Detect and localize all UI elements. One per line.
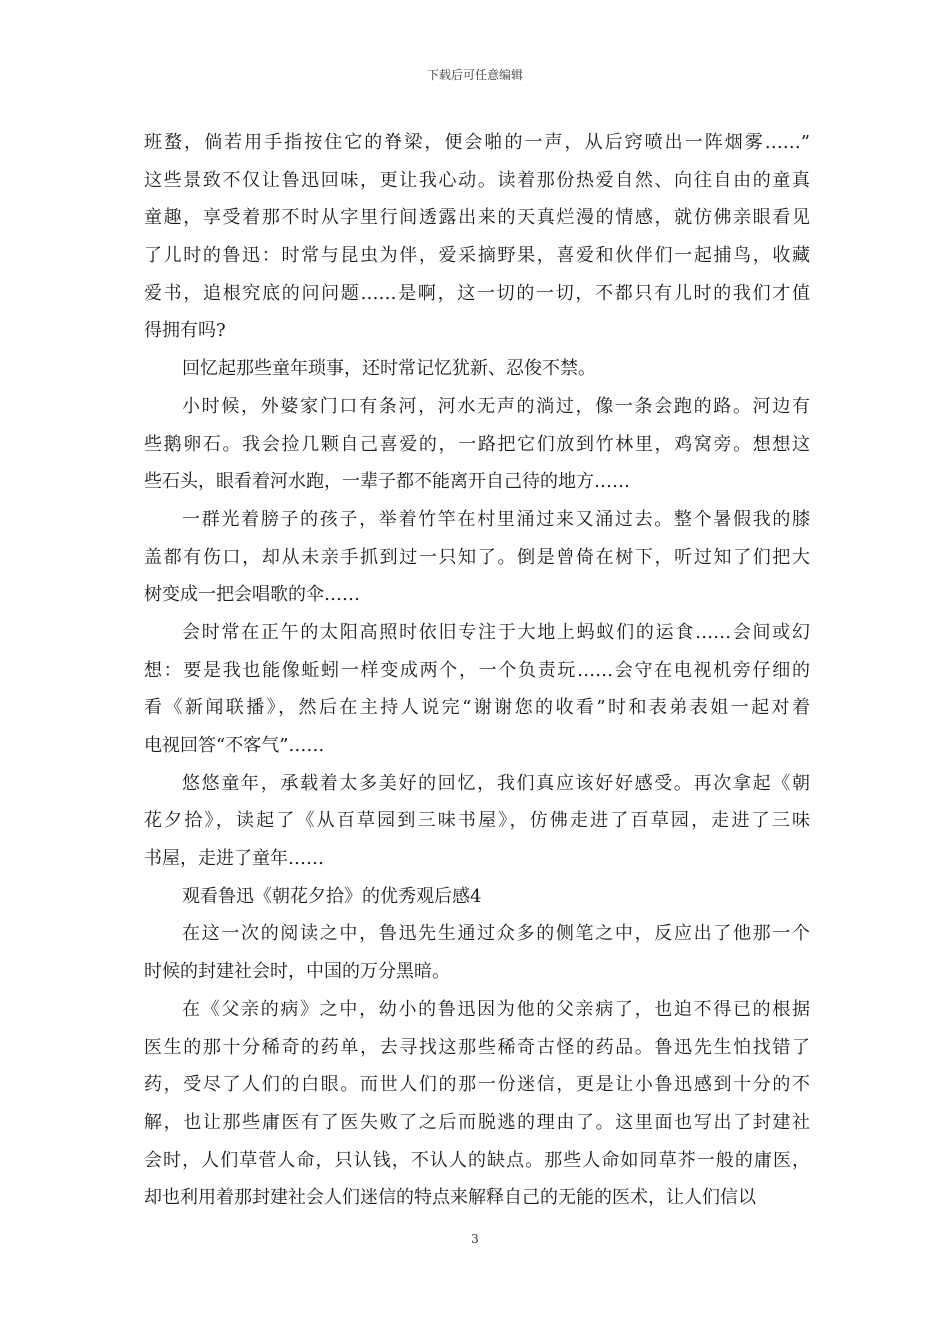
text-line: 班蝥，倘若用手指按住它的脊梁，便会啪的一声，从后窍喷出一阵烟雾……” bbox=[144, 132, 810, 153]
text-line: 在这一次的阅读之中，鲁迅先生通过众多的侧笔之中，反应出了他那一个 bbox=[182, 923, 810, 945]
text-line: 想：要是我也能像蚯蚓一样变成两个，一个负责玩……会守在电视机旁仔细的 bbox=[144, 659, 810, 681]
text-line: 回忆起那些童年琐事，还时常记忆犹新、忍俊不禁。 bbox=[182, 358, 596, 380]
text-line: 却也利用着那封建社会人们迷信的特点来解释自己的无能的医术，让人们信以 bbox=[144, 1187, 756, 1209]
paragraph bbox=[144, 614, 810, 765]
text-line: 电视回答“不客气”…… bbox=[144, 735, 325, 756]
text-line: 在《父亲的病》之中，幼小的鲁迅因为他的父亲病了，也迫不得已的根据 bbox=[182, 998, 810, 1020]
page-number: 3 bbox=[471, 1232, 479, 1246]
paragraph bbox=[144, 124, 810, 350]
text-line: 了儿时的鲁迅：时常与昆虫为伴，爱采摘野果，喜爱和伙伴们一起捕鸟，收藏 bbox=[144, 245, 810, 267]
paragraph bbox=[144, 501, 810, 614]
text-line: 时候的封建社会时，中国的万分黑暗。 bbox=[144, 961, 450, 983]
text-line: 花夕拾》，读起了《从百草园到三味书屋》，仿佛走进了百草园，走进了三味 bbox=[144, 810, 810, 832]
text-line: 解，也让那些庸医有了医失败了之后而脱逃的理由了。这里面也写出了封建社 bbox=[144, 1111, 810, 1133]
text-line: 盖都有伤口，却从未亲手抓到过一只知了。倒是曾倚在树下，听过知了们把大 bbox=[144, 546, 810, 568]
text-line: 药，受尽了人们的白眼。而世人们的那一份迷信，更是让小鲁迅感到十分的不 bbox=[144, 1074, 810, 1096]
text-line: 看《新闻联播》，然后在主持人说完“谢谢您的收看”时和表弟表姐一起对着 bbox=[144, 697, 810, 719]
text-line: 树变成一把会唱歌的伞…… bbox=[144, 584, 360, 606]
paragraph bbox=[144, 388, 810, 501]
text-line: 悠悠童年，承载着太多美好的回忆，我们真应该好好感受。再次拿起《朝 bbox=[182, 772, 810, 794]
page-header: 下载后可任意编辑 bbox=[426, 68, 523, 82]
text-line: 观看鲁迅《朝花夕拾》的优秀观后感4 bbox=[182, 885, 482, 907]
text-line: 书屋，走进了童年…… bbox=[144, 848, 324, 870]
text-line: 童趣，享受着那不时从字里行间透露出来的天真烂漫的情感，就仿佛亲眼看见 bbox=[144, 207, 810, 229]
text-line: 一群光着膀子的孩子，举着竹竿在村里涌过来又涌过去。整个暑假我的膝 bbox=[182, 508, 810, 530]
text-line: 会时，人们草菅人命，只认钱，不认人的缺点。那些人命如同草芥一般的庸医， bbox=[144, 1149, 810, 1171]
text-line: 些鹅卵石。我会捡几颗自己喜爱的，一路把它们放到竹林里，鸡窝旁。想想这 bbox=[144, 433, 810, 455]
paragraph bbox=[144, 878, 810, 916]
document-body bbox=[144, 124, 810, 1217]
text-line: 医生的那十分稀奇的药单，去寻找这那些稀奇古怪的药品。鲁迅先生怕找错了 bbox=[144, 1036, 810, 1058]
text-line: 会时常在正午的太阳高照时依旧专注于大地上蚂蚁们的运食……会间或幻 bbox=[182, 621, 810, 643]
paragraph bbox=[144, 915, 810, 990]
paragraph bbox=[144, 350, 810, 388]
text-line: 小时候，外婆家门口有条河，河水无声的淌过，像一条会跑的路。河边有 bbox=[182, 395, 810, 417]
text-line: 这些景致不仅让鲁迅回味，更让我心动。读着那份热爱自然、向往自由的童真 bbox=[144, 169, 810, 191]
text-line: 爱书，追根究底的问问题……是啊，这一切的一切，不都只有儿时的我们才值 bbox=[144, 282, 810, 304]
text-line: 些石头，眼看着河水跑，一辈子都不能离开自己待的地方…… bbox=[144, 471, 630, 493]
paragraph bbox=[144, 765, 810, 878]
text-line: 得拥有吗? bbox=[144, 320, 226, 342]
paragraph bbox=[144, 991, 810, 1217]
